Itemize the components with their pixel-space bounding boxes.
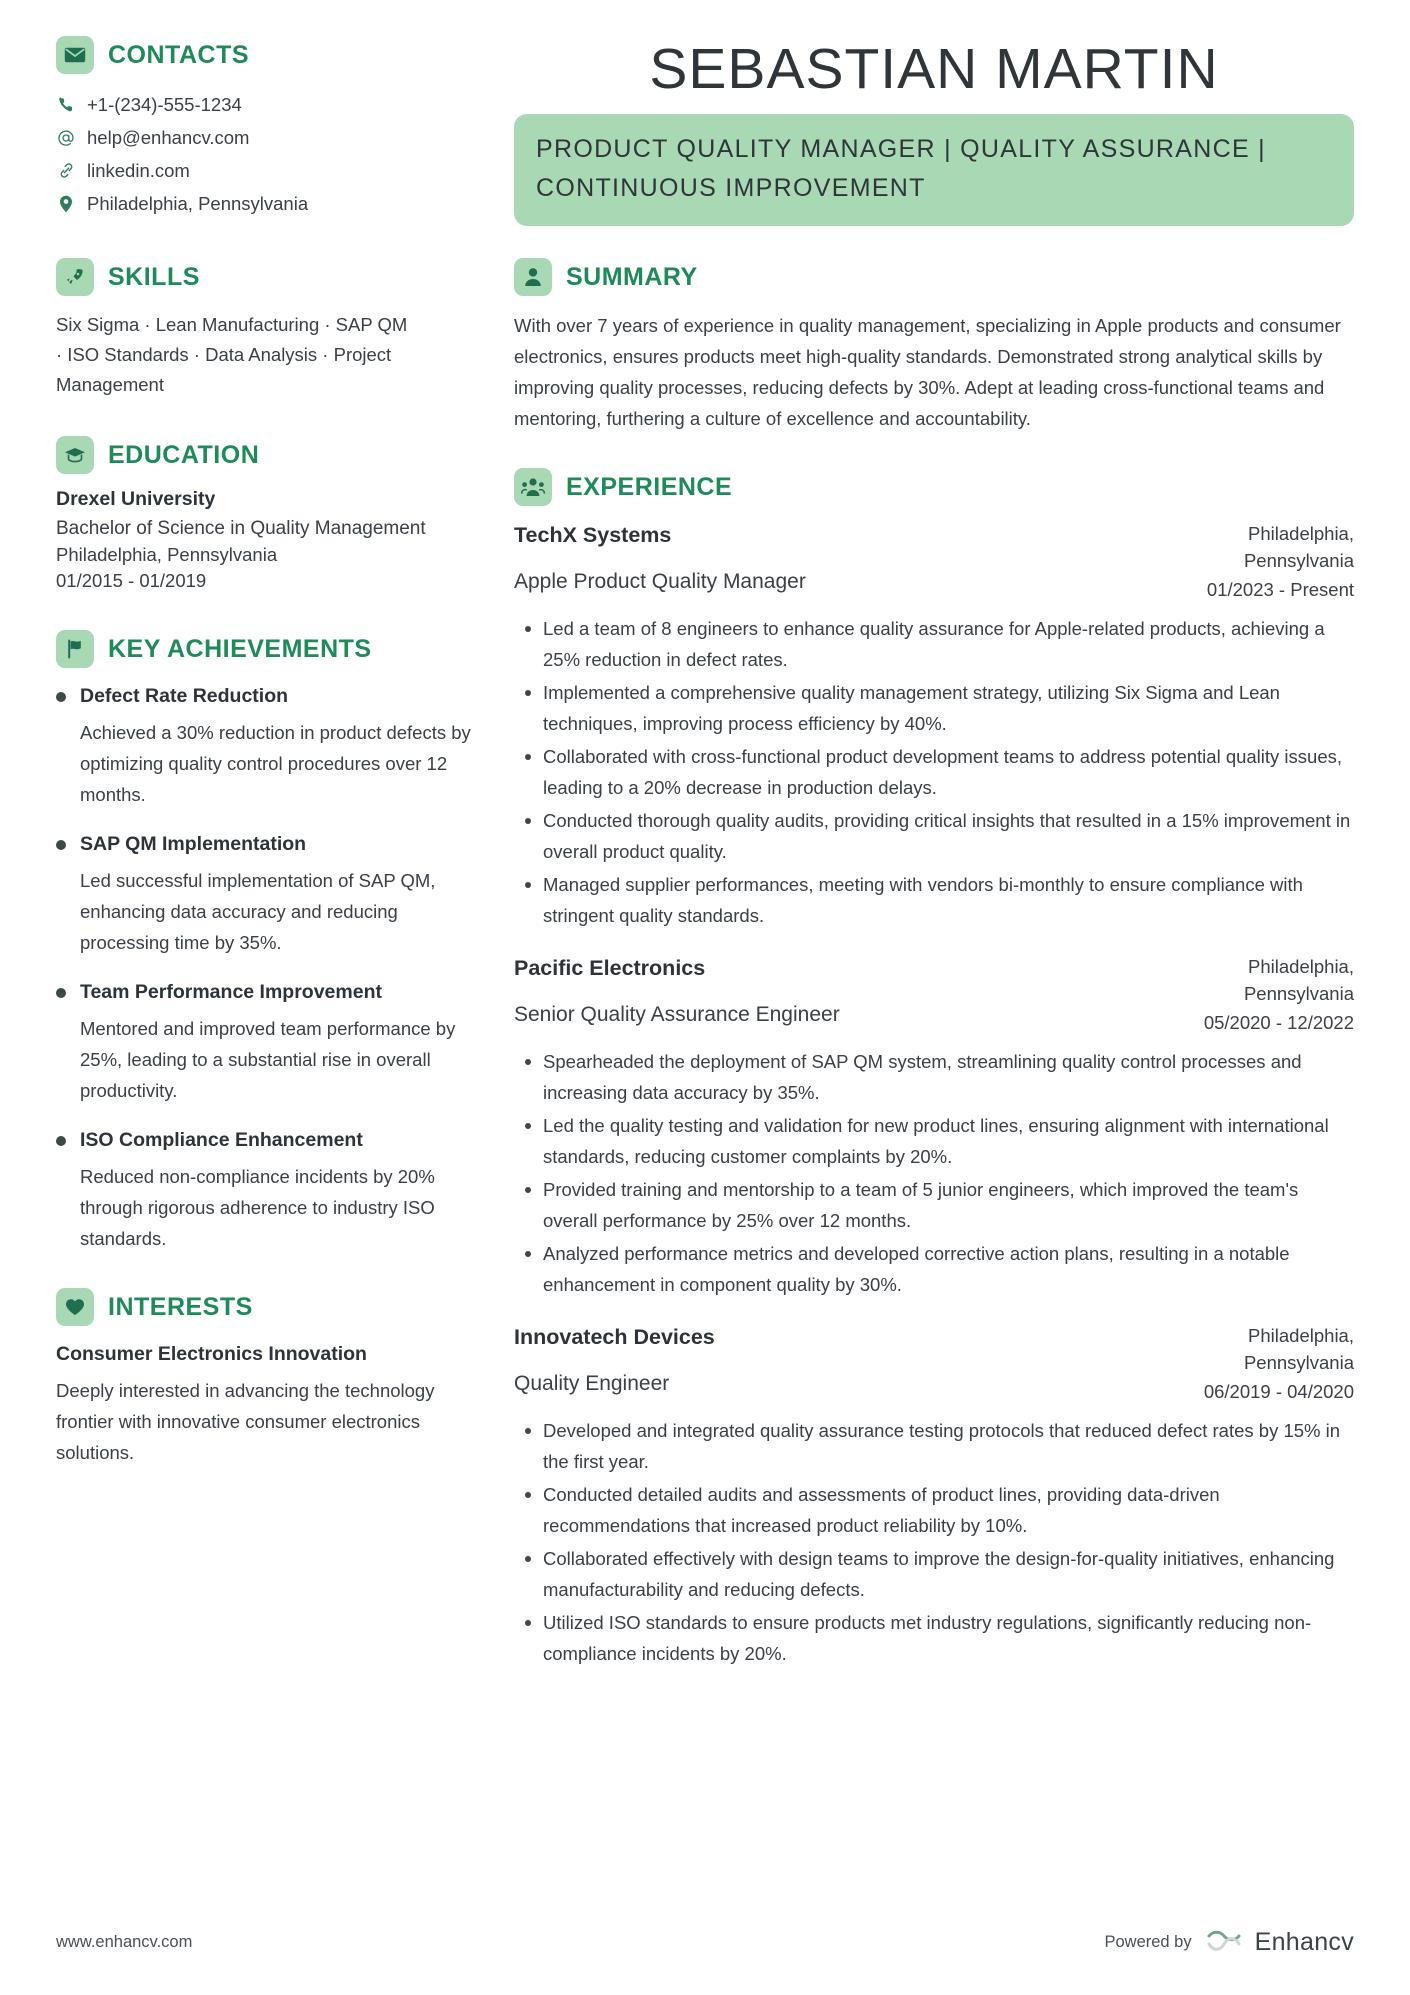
skills-text: Six Sigma · Lean Manufacturing · SAP QM · ISO Standards · Data Analysis · Project Management [56, 314, 408, 395]
education-dates: 01/2015 - 01/2019 [56, 570, 207, 591]
achievement-title: SAP QM Implementation [80, 833, 307, 855]
experience-bullets [514, 1046, 1354, 1300]
experience-company: Innovatech Devices [514, 1325, 715, 1349]
interest-title: Consumer Electronics Innovation [56, 1343, 367, 1365]
summary-text: With over 7 years of experience in quality management, specializing in Apple products and consumer electronics, ensures products meet high-quality standards. Demonstrated strong analytical skills by improving quality processes, reducing defects by 30%. Adept at leading cross-functional teams and mentoring, furthering a culture of excellence and accountability. [514, 315, 1341, 429]
list-item: Spearheaded the deployment of SAP QM system, streamlining quality control processes and increasing data accuracy by 35%. [541, 1046, 1354, 1108]
experience-entry [514, 953, 1354, 1300]
section-title-skills: SKILLS [108, 262, 200, 291]
experience-role: Apple Product Quality Manager [514, 570, 806, 593]
experience-bullets [514, 1415, 1354, 1669]
list-item [56, 1340, 476, 1468]
achievement-title: Defect Rate Reduction [80, 685, 289, 707]
experience-location: Philadelphia, Pennsylvania [1243, 956, 1354, 1004]
list-item: Utilized ISO standards to ensure products met industry regulations, significantly reducing non-compliance incidents by 20%. [541, 1607, 1354, 1669]
list-item: Managed supplier performances, meeting with vendors bi-monthly to ensure compliance with stringent quality standards. [541, 869, 1354, 931]
resume-columns [56, 36, 1354, 1691]
section-title-summary: SUMMARY [566, 262, 698, 291]
bullet-dot-icon [56, 1136, 66, 1146]
list-item: Analyzed performance metrics and developed corrective action plans, resulting in a notable enhancement in component quality by 30%. [541, 1238, 1354, 1300]
contact-phone[interactable] [56, 88, 476, 121]
contact-email[interactable] [56, 121, 476, 154]
headline-band [514, 114, 1354, 226]
section-header-experience [514, 468, 1354, 506]
experience-dates: 05/2020 - 12/2022 [1203, 1012, 1354, 1033]
section-header-contacts [56, 36, 476, 74]
person-icon [514, 258, 552, 296]
contact-location[interactable] [56, 187, 476, 220]
education-entry [56, 488, 476, 594]
enhancv-mark-icon [1206, 1930, 1246, 1956]
section-title-education: EDUCATION [108, 440, 260, 469]
section-title-experience: EXPERIENCE [566, 472, 733, 501]
experience-entry [514, 520, 1354, 931]
achievement-title: Team Performance Improvement [80, 981, 382, 1003]
headline-text: PRODUCT QUALITY MANAGER | QUALITY ASSURANCE | CONTINUOUS IMPROVEMENT [536, 135, 1266, 202]
section-header-interests [56, 1288, 476, 1326]
bullet-dot-icon [56, 692, 66, 702]
section-header-summary [514, 258, 1354, 296]
experience-role: Senior Quality Assurance Engineer [514, 1003, 840, 1026]
footer-powered-by-label: Powered by [1104, 1933, 1192, 1951]
achievement-description: Achieved a 30% reduction in product defects by optimizing quality control procedures over 12 months. [80, 722, 471, 805]
education-school: Drexel University [56, 488, 216, 510]
contact-location-value: Philadelphia, Pennsylvania [87, 193, 309, 214]
page-title: SEBASTIAN MARTIN [649, 37, 1219, 101]
footer-website-link[interactable]: www.enhancv.com [56, 1933, 193, 1951]
achievements-list [56, 682, 476, 1254]
enhancv-logo[interactable] [1206, 1928, 1354, 1957]
list-item: Implemented a comprehensive quality management strategy, utilizing Six Sigma and Lean techniques, improving process efficiency by 40%. [541, 677, 1354, 739]
at-email-icon [56, 129, 76, 147]
list-item: Led the quality testing and validation for new product lines, ensuring alignment with international standards, reducing customer complaints by 20%. [541, 1110, 1354, 1172]
interests-list [56, 1340, 476, 1468]
contact-linkedin-value: linkedin.com [87, 160, 190, 181]
graduation-cap-icon [56, 436, 94, 474]
achievement-description: Reduced non-compliance incidents by 20% through rigorous adherence to industry ISO standards. [80, 1166, 435, 1249]
achievement-title: ISO Compliance Enhancement [80, 1129, 363, 1151]
flag-icon [56, 630, 94, 668]
list-item: Conducted detailed audits and assessments of product lines, providing data-driven recommendations that increased product reliability by 10%. [541, 1479, 1354, 1541]
experience-company: TechX Systems [514, 523, 672, 547]
section-title-interests: INTERESTS [108, 1292, 253, 1321]
list-item: Developed and integrated quality assurance testing protocols that reduced defect rates by 15% in the first year. [541, 1415, 1354, 1477]
experience-dates: 06/2019 - 04/2020 [1203, 1381, 1354, 1402]
list-item: Collaborated effectively with design teams to improve the design-for-quality initiatives, enhancing manufacturability and reducing defects. [541, 1543, 1354, 1605]
contact-email-value: help@enhancv.com [87, 127, 250, 148]
list-item [56, 682, 476, 810]
education-location: Philadelphia, Pennsylvania [56, 544, 278, 565]
section-header-education [56, 436, 476, 474]
experience-location: Philadelphia, Pennsylvania [1243, 1325, 1354, 1373]
people-icon [514, 468, 552, 506]
list-item [56, 978, 476, 1106]
rocket-icon [56, 258, 94, 296]
bullet-dot-icon [56, 840, 66, 850]
list-item: Collaborated with cross-functional product development teams to address potential quality issues, leading to a 20% decrease in production delays. [541, 741, 1354, 803]
list-item: Conducted thorough quality audits, providing critical insights that resulted in a 15% improvement in overall product quality. [541, 805, 1354, 867]
link-icon [56, 162, 76, 179]
location-pin-icon [56, 195, 76, 213]
contacts-list [56, 88, 476, 220]
list-item [56, 1126, 476, 1254]
experience-bullets [514, 613, 1354, 931]
list-item: Provided training and mentorship to a team of 5 junior engineers, which improved the team's overall performance by 25% over 12 months. [541, 1174, 1354, 1236]
interest-description: Deeply interested in advancing the technology frontier with innovative consumer electronics solutions. [56, 1380, 435, 1463]
right-column [514, 36, 1354, 1691]
enhancv-brand-name: Enhancv [1254, 1928, 1354, 1956]
page-footer [56, 1928, 1354, 1957]
experience-location: Philadelphia, Pennsylvania [1243, 523, 1354, 571]
phone-icon [56, 96, 76, 113]
list-item [56, 830, 476, 958]
heart-icon [56, 1288, 94, 1326]
experience-role: Quality Engineer [514, 1372, 670, 1395]
list-item: Led a team of 8 engineers to enhance quality assurance for Apple-related products, achieving a 25% reduction in defect rates. [541, 613, 1354, 675]
education-degree: Bachelor of Science in Quality Management [56, 518, 426, 539]
experience-company: Pacific Electronics [514, 956, 706, 980]
achievement-description: Led successful implementation of SAP QM, enhancing data accuracy and reducing processing time by 35%. [80, 870, 436, 953]
contact-phone-value: +1-(234)-555-1234 [87, 94, 242, 115]
section-header-achievements [56, 630, 476, 668]
contact-linkedin[interactable] [56, 154, 476, 187]
section-title-achievements: KEY ACHIEVEMENTS [108, 634, 372, 663]
envelope-icon [56, 36, 94, 74]
section-header-skills [56, 258, 476, 296]
experience-dates: 01/2023 - Present [1206, 579, 1354, 600]
left-column [56, 36, 476, 1468]
experience-entry [514, 1322, 1354, 1669]
section-title-contacts: CONTACTS [108, 40, 250, 69]
bullet-dot-icon [56, 988, 66, 998]
achievement-description: Mentored and improved team performance by 25%, leading to a substantial rise in overall productivity. [80, 1018, 456, 1101]
